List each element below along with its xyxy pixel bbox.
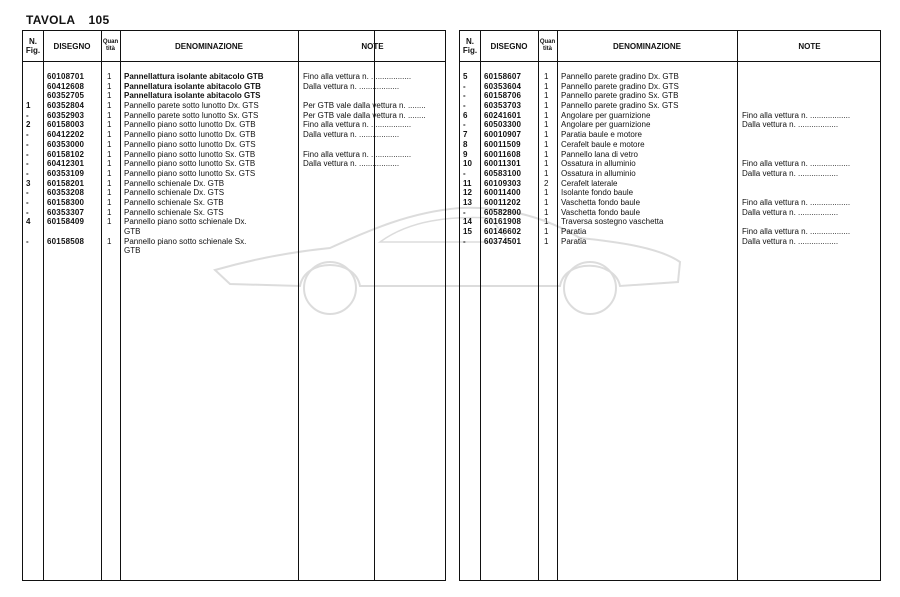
table-body-right [460,72,880,246]
note: Fino alla vettura n. .................. [742,159,851,169]
table-row [460,188,880,198]
description: Pannello parete sotto lunotto Dx. GTS [124,101,259,111]
part-code: 60146602 [484,227,522,236]
quantity: 1 [107,149,112,159]
quantity: 1 [107,217,112,227]
header-nfig: N. Fig. [25,37,41,55]
note: Fino alla vettura n. .................. [303,72,412,81]
parts-table-right [459,30,881,581]
table-row [460,179,880,189]
table-row [460,169,880,179]
description: Pannello piano sotto lunotto Dx. GTB [124,120,256,130]
fig-number: 7 [463,130,468,140]
note: Dalla vettura n. .................. [742,207,839,217]
part-code: 60158003 [47,120,85,130]
quantity: 1 [544,120,549,130]
fig-number: - [26,139,29,149]
quantity: 1 [107,178,112,188]
part-code: 60158508 [47,236,85,246]
part-code: 60353307 [47,207,85,217]
header-disegno: DISEGNO [490,41,528,51]
table-row [460,111,880,121]
quantity: 1 [107,197,112,207]
table-row [23,179,445,189]
description: Paratia [561,227,587,236]
description: GTB [124,246,141,256]
table-row [23,140,445,150]
table-row [460,140,880,150]
quantity: 1 [544,139,549,149]
table-row [23,91,445,101]
table-row [23,208,445,218]
part-code: 60412202 [47,130,85,140]
part-code: 60011301 [484,159,521,169]
table-row [23,101,445,111]
fig-number: 15 [463,227,472,236]
part-code: 60353208 [47,188,85,198]
note: Per GTB vale dalla vettura n. ........ [303,101,426,111]
table-body-left [23,72,445,256]
quantity: 1 [107,130,112,140]
part-code: 60353703 [484,101,522,111]
table-row [23,227,445,237]
part-code: 60011400 [484,188,521,198]
fig-number: - [463,91,466,101]
table-row [460,159,880,169]
description: Pannello parete sotto lunotto Sx. GTS [124,110,259,120]
description: Pannello schienale Sx. GTS [124,207,224,217]
quantity: 1 [107,120,112,130]
description: Pannello piano sotto lunotto Dx. GTB [124,130,256,140]
part-code: 60158409 [47,217,85,227]
fig-number: - [26,168,29,178]
note: Fino alla vettura n. .................. [303,149,412,159]
page-title-number: 105 [88,13,110,27]
quantity: 1 [107,236,112,246]
table-row [460,120,880,130]
note: Fino alla vettura n. .................. [742,197,851,207]
quantity: 1 [544,149,549,159]
fig-number: 11 [463,178,472,188]
part-code: 60158300 [47,197,85,207]
note: Dalla vettura n. .................. [303,130,400,140]
part-code: 60374501 [484,236,522,246]
part-code: 60010907 [484,130,522,140]
note: Dalla vettura n. .................. [742,236,839,246]
table-row [23,150,445,160]
quantity: 1 [544,197,549,207]
part-code: 60412608 [47,81,85,91]
part-code: 60158706 [484,91,522,101]
fig-number: - [463,207,466,217]
table-row [23,217,445,227]
table-row [460,150,880,160]
description: Ossatura in alluminio [561,168,636,178]
quantity: 1 [544,227,549,236]
description: Ossatura in alluminio [561,159,636,169]
description: Pannello schienale Dx. GTS [124,188,225,198]
part-code: 60352705 [47,91,85,101]
table-row [23,169,445,179]
note: Dalla vettura n. .................. [303,159,400,169]
fig-number: 10 [463,159,472,169]
table-row [460,237,880,247]
note: Fino alla vettura n. .................. [303,120,412,130]
part-code: 60353109 [47,168,85,178]
description: Pannellatura isolante abitacolo GTB [124,81,261,91]
part-code: 60352903 [47,110,85,120]
description: Pannello piano sotto schienale Sx. [124,236,247,246]
table-row [23,111,445,121]
description: Vaschetta fondo baule [561,207,641,217]
table-row [460,91,880,101]
description: Pannellatura isolante abitacolo GTS [124,91,261,101]
description: Pannello lana di vetro [561,149,638,159]
note: Fino alla vettura n. .................. [742,110,851,120]
note: Fino alla vettura n. .................. [742,227,851,236]
fig-number: 2 [26,120,31,130]
table-row [460,130,880,140]
part-code: 60011509 [484,139,521,149]
description: Pannello piano sotto lunotto Dx. GTS [124,139,256,149]
part-code: 60158102 [47,149,85,159]
description: Angolare per guarnizione [561,110,651,120]
header-quantita: Quan tità [539,39,556,52]
header-note: NOTE [361,41,384,51]
note: Dalla vettura n. .................. [742,168,839,178]
description: Cerafelt laterale [561,178,618,188]
part-code: 60161908 [484,217,522,227]
fig-number: - [463,81,466,91]
fig-number: - [463,236,466,246]
fig-number: 12 [463,188,472,198]
description: Paratia baule e motore [561,130,642,140]
quantity: 1 [107,188,112,198]
table-row [460,101,880,111]
part-code: 60352804 [47,101,85,111]
description: Pannello piano sotto lunotto Sx. GTB [124,159,256,169]
fig-number: 5 [463,72,468,81]
fig-number: - [26,207,29,217]
fig-number: 8 [463,139,468,149]
note: Per GTB vale dalla vettura n. ........ [303,110,426,120]
description: Pannello parete gradino Sx. GTS [561,101,679,111]
description: Pannello schienale Sx. GTB [124,197,224,207]
table-row [23,130,445,140]
part-code: 60353604 [484,81,522,91]
fig-number: - [463,168,466,178]
part-code: 60503300 [484,120,522,130]
quantity: 1 [107,72,112,81]
parts-table-left [22,30,446,581]
description: Angolare per guarnizione [561,120,651,130]
description: Vaschetta fondo baule [561,197,641,207]
part-code: 60158201 [47,178,85,188]
part-code: 60241601 [484,110,522,120]
header-denominazione: DENOMINAZIONE [175,41,243,51]
quantity: 1 [107,91,112,101]
quantity: 1 [107,101,112,111]
table-row [460,82,880,92]
quantity: 1 [107,139,112,149]
part-code: 60108701 [47,72,85,81]
part-code: 60353000 [47,139,85,149]
table-row [23,246,445,256]
fig-number: - [463,101,466,111]
quantity: 1 [544,72,549,81]
header-nfig: N. Fig. [462,37,478,55]
page-title-label: TAVOLA [26,13,75,27]
quantity: 1 [544,91,549,101]
table-row [23,120,445,130]
part-code: 60011608 [484,149,521,159]
table-row [460,217,880,227]
fig-number: 14 [463,217,472,227]
description: Pannello piano sotto lunotto Sx. GTS [124,168,256,178]
part-code: 60412301 [47,159,85,169]
table-row [23,82,445,92]
description: Cerafelt baule e motore [561,139,645,149]
description: Pannello piano sotto lunotto Sx. GTB [124,149,256,159]
table-row [460,227,880,237]
description: Paratia [561,236,587,246]
quantity: 2 [544,178,549,188]
description: Pannello parete gradino Sx. GTB [561,91,679,101]
fig-number: 9 [463,149,468,159]
note: Dalla vettura n. .................. [303,81,400,91]
description: Pannello piano sotto schienale Dx. [124,217,247,227]
description: Pannello schienale Dx. GTB [124,178,225,188]
fig-number: - [463,120,466,130]
fig-number: - [26,188,29,198]
table-row [23,188,445,198]
quantity: 1 [544,159,549,169]
fig-number: 3 [26,178,31,188]
table-row [460,198,880,208]
fig-number: - [26,130,29,140]
description: Pannellattura isolante abitacolo GTB [124,72,264,81]
quantity: 1 [544,110,549,120]
description: GTB [124,227,141,236]
header-quantita: Quan tità [102,39,119,52]
quantity: 1 [544,188,549,198]
quantity: 1 [544,168,549,178]
table-row [23,198,445,208]
part-code: 60109303 [484,178,522,188]
table-row [23,72,445,82]
note: Dalla vettura n. .................. [742,120,839,130]
header-denominazione: DENOMINAZIONE [613,41,681,51]
fig-number: - [26,149,29,159]
quantity: 1 [544,101,549,111]
header-disegno: DISEGNO [53,41,91,51]
description: Traversa sostegno vaschetta [561,217,664,227]
quantity: 1 [107,168,112,178]
quantity: 1 [107,159,112,169]
part-code: 60583100 [484,168,522,178]
fig-number: 6 [463,110,468,120]
table-row [23,159,445,169]
quantity: 1 [107,110,112,120]
description: Isolante fondo baule [561,188,634,198]
part-code: 60158607 [484,72,522,81]
quantity: 1 [544,217,549,227]
description: Pannello parete gradino Dx. GTB [561,72,679,81]
table-row [460,208,880,218]
quantity: 1 [544,207,549,217]
page-title [26,13,109,27]
fig-number: - [26,197,29,207]
table-row [23,237,445,247]
table-row [460,72,880,82]
header-note: NOTE [798,41,821,51]
fig-number: - [26,110,29,120]
fig-number: 13 [463,197,472,207]
fig-number: 4 [26,217,31,227]
description: Pannello parete gradino Dx. GTS [561,81,679,91]
part-code: 60011202 [484,197,521,207]
quantity: 1 [107,81,112,91]
fig-number: 1 [26,101,31,111]
part-code: 60582800 [484,207,522,217]
quantity: 1 [544,81,549,91]
fig-number: - [26,236,29,246]
quantity: 1 [544,236,549,246]
quantity: 1 [544,130,549,140]
fig-number: - [26,159,29,169]
quantity: 1 [107,207,112,217]
